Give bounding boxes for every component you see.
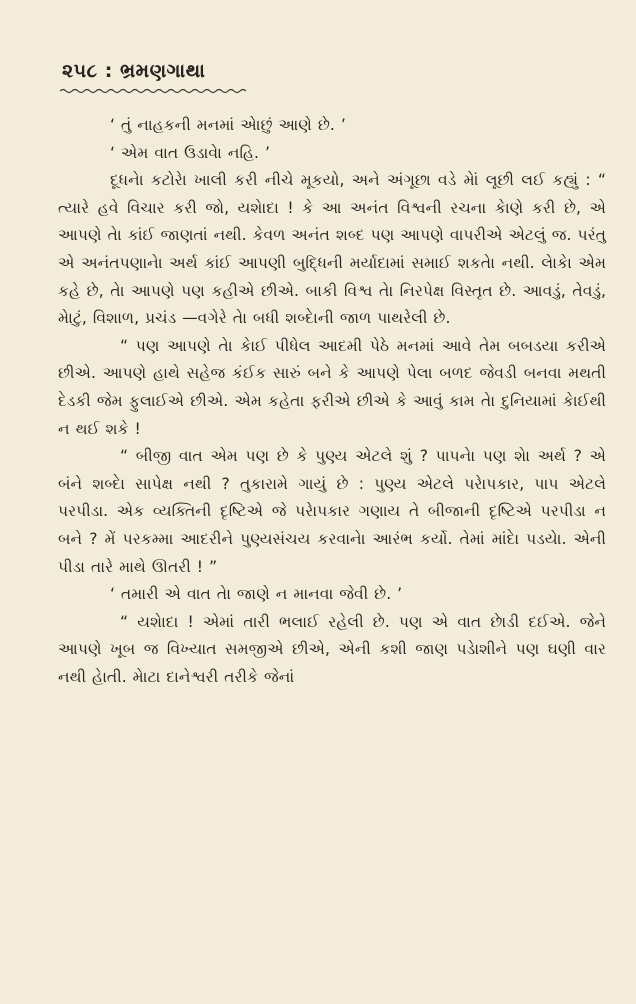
paragraph-dialogue-2: ‘ એમ વાત ઉડાવેા નહિ. ’ (110, 143, 270, 162)
paragraph-narration: દૂધનેા કટોરેા ખાલી કરી નીચે મૂકયો, અને અંગૂછા વડે મેાં લૂછી લઈ કહ્યું : “ ત્યારે હવે વિચાર કરી જો, યશેાદા ! કે આ અનંત વિશ્વની રચના કેાણે કરી છે, એ આપણે તેા કાંઈ જાણતાં નથી. કેવળ અનંત શબ્દ પણ આપણે વાપરીએ એટલું જ. પરંતુ એ અનંતપણાનેા અર્થ કાંઈ આપણી બુદ્ધિની મર્યાદામાં સમાઈ શકતેા નથી. લેાકેા એમ કહે છે, તેા આપણે પણ કહીએ છીએ. બાકી વિશ્વ તેા નિરપેક્ષ વિસ્તૃત છે. આવડું, તેવડું, મેાટું, વિશાળ, પ્રચંડ —વગેરે તેા બધી શબ્દેાની જાળ પાથરેલી છે. (58, 171, 606, 328)
running-header (62, 60, 205, 82)
paragraph-dialogue-1: ‘ તું નાહકની મનમાં એાછું આણે છે. ’ (110, 116, 346, 134)
paragraph-speech-3: “ યશેાદા ! એમાં તારી ભલાઈ રહેલી છે. પણ એ વાત છેાડી દઈએ. જેને આપણે ખૂબ જ વિખ્યાત સમજીએ છીએ, એની કશી જાણ પડેાશીને પણ ઘણી વાર નથી હેાતી. મેાટા દાનેશ્વરી તરીકે જેનાં (58, 612, 606, 686)
book-title: ભ્રમણગાથા (119, 60, 206, 82)
header-separator: : (104, 60, 113, 82)
paragraph-dialogue-3: ‘ તમારી એ વાત તેા જાણે ન માનવા જેવી છે. ’ (110, 585, 403, 604)
header-wavy-rule (60, 88, 246, 94)
page-number: ૨૫૮ (62, 60, 98, 82)
paragraph-speech-2: “ બીજી વાત એમ પણ છે કે પુણ્ય એટલે શું ? પાપનેા પણ શેા અર્થ ? એ બંને શબ્દેા સાપેક્ષ નથી ? તુકારામે ગાયું છે : પુણ્ય એટલે પરેાપકાર, પાપ એટલે પરપીડા. એક વ્યક્તિની દૃષ્ટિએ જે પરેાપકાર ગણાય તે બીજાની દૃષ્ટિએ પરપીડા ન બને ? મેં પરકમ્મા આદરીને પુણ્યસંચય કરવાનેા આરંભ કર્યો. તેમાં માંદેા પડયેા. એની પીડા તારે માથે ઊતરી ! ” (58, 447, 606, 576)
body-text (58, 112, 606, 691)
paragraph-speech-1: “ પણ આપણે તેા કેાઈ પીધેલ આદમી પેઠે મનમાં આવે તેમ બબડયા કરીએ છીએ. આપણે હાથે સહેજ કંઈક સારું બને કે આપણે પેલા બળદ જેવડી બનવા મથતી દેડકી જેમ ફુલાઈએ છીએ. એમ કહેતા ફરીએ છીએ કે આવું કામ તેા દુનિયામાં કેાઈથી ન થઈ શકે ! (58, 336, 606, 438)
